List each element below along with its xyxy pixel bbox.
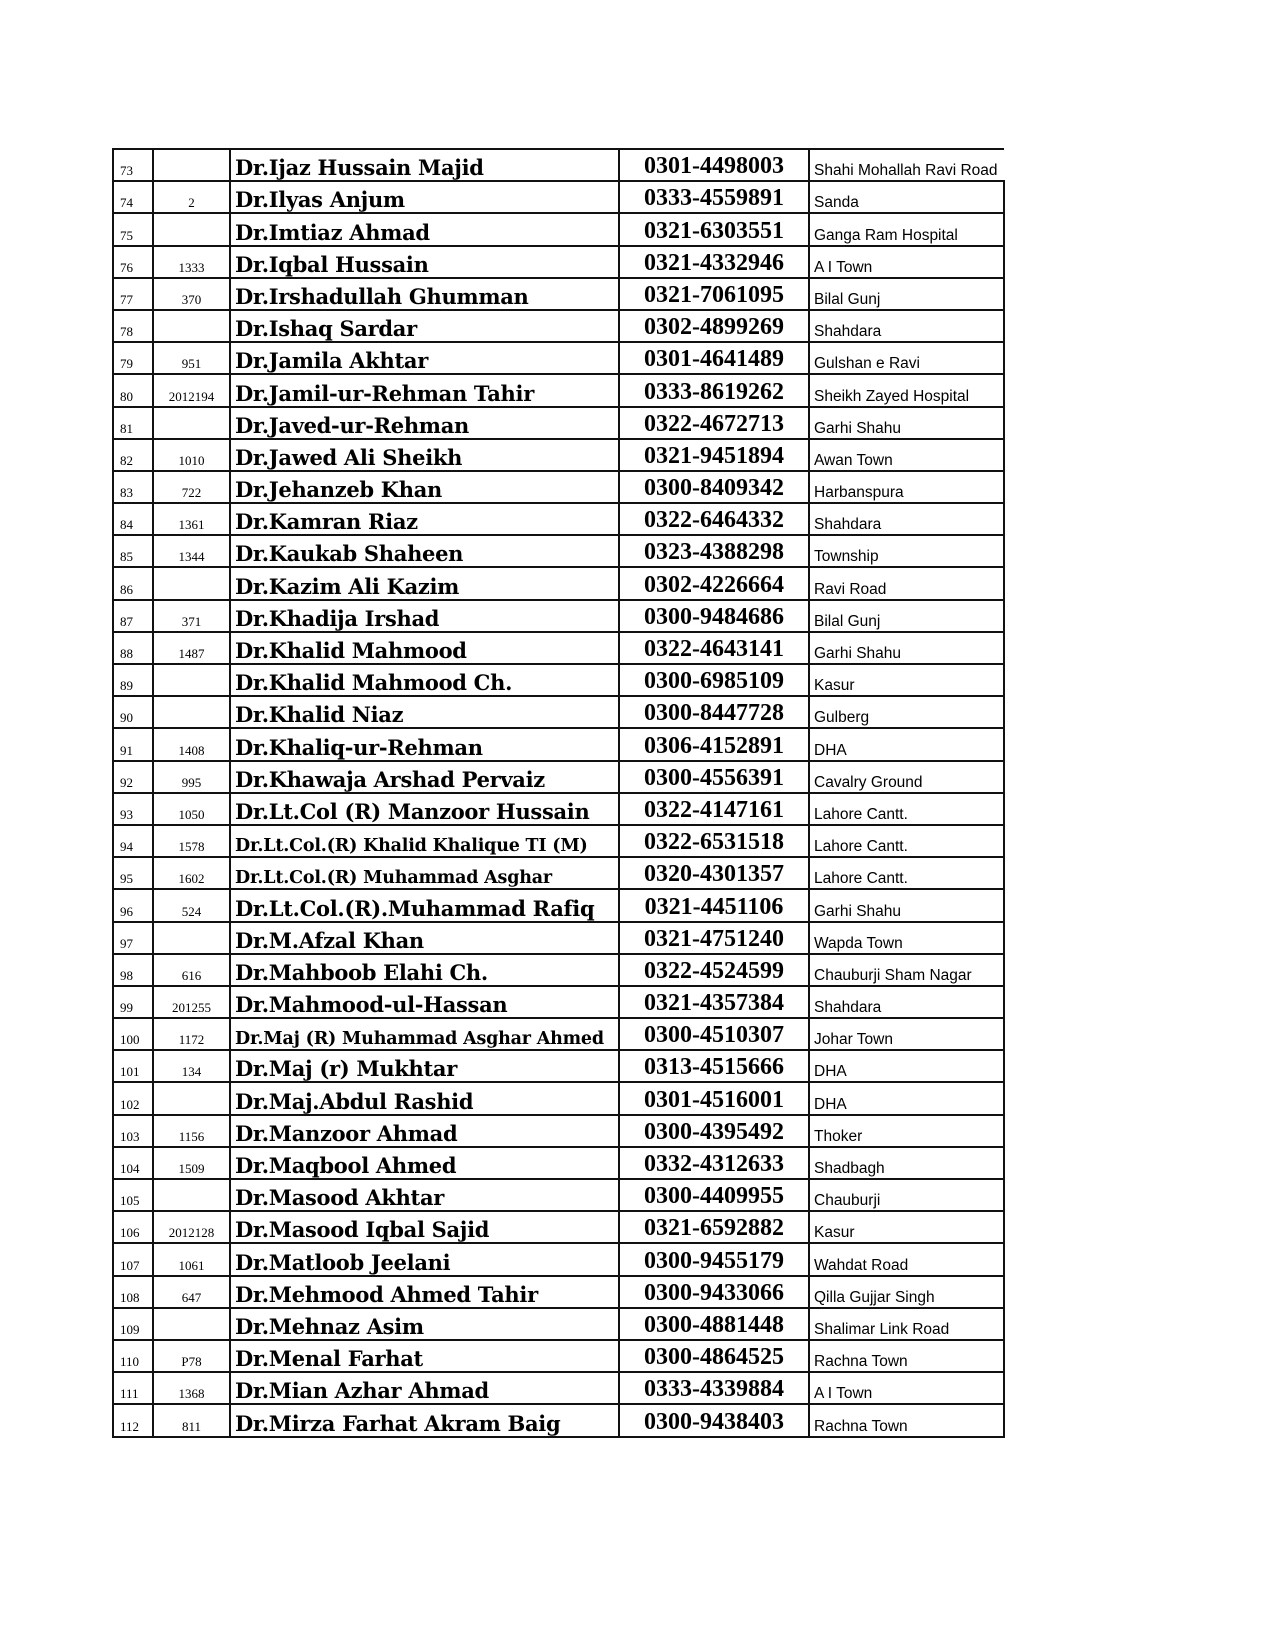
phone-number-cell: 0321-9451894 (619, 439, 809, 471)
phone-number-cell: 0321-4751240 (619, 922, 809, 954)
serial-number-cell: 79 (113, 342, 153, 374)
registration-number-cell: 1602 (153, 857, 230, 889)
table-row (113, 278, 1004, 310)
table-row (113, 1179, 1004, 1211)
doctor-name-cell: Dr.Lt.Col.(R) Khalid Khalique TI (M) (230, 825, 619, 857)
serial-number-cell: 87 (113, 600, 153, 632)
table-row (113, 246, 1004, 278)
registration-number-cell (153, 1179, 230, 1211)
area-cell: A I Town (809, 1372, 1004, 1404)
doctor-name-cell: Dr.Jawed Ali Sheikh (230, 439, 619, 471)
table-row (113, 1276, 1004, 1308)
registration-number-cell: 2012194 (153, 374, 230, 406)
registration-number-cell: 647 (153, 1276, 230, 1308)
serial-number-cell: 111 (113, 1372, 153, 1404)
doctor-name-cell: Dr.Maqbool Ahmed (230, 1147, 619, 1179)
serial-number-cell: 76 (113, 246, 153, 278)
registration-number-cell: 951 (153, 342, 230, 374)
area-cell: Sheikh Zayed Hospital (809, 374, 1004, 406)
table-row (113, 181, 1004, 213)
registration-number-cell: 995 (153, 761, 230, 793)
phone-number-cell: 0313-4515666 (619, 1050, 809, 1082)
registration-number-cell: 811 (153, 1404, 230, 1436)
serial-number-cell: 108 (113, 1276, 153, 1308)
phone-number-cell: 0300-4864525 (619, 1340, 809, 1372)
phone-number-cell: 0300-4395492 (619, 1115, 809, 1147)
registration-number-cell: 370 (153, 278, 230, 310)
table-row (113, 986, 1004, 1018)
table-row (113, 857, 1004, 889)
area-cell: Shahi Mohallah Ravi Road (809, 149, 1004, 181)
area-cell: Cavalry Ground (809, 761, 1004, 793)
doctor-name-cell: Dr.Khaliq-ur-Rehman (230, 728, 619, 760)
phone-number-cell: 0300-4881448 (619, 1308, 809, 1340)
table-row (113, 1147, 1004, 1179)
phone-number-cell: 0322-6464332 (619, 503, 809, 535)
area-cell: Lahore Cantt. (809, 857, 1004, 889)
doctor-name-cell: Dr.Mahboob Elahi Ch. (230, 954, 619, 986)
table-row (113, 954, 1004, 986)
doctor-name-cell: Dr.Kaukab Shaheen (230, 535, 619, 567)
serial-number-cell: 73 (113, 149, 153, 181)
table-row (113, 1050, 1004, 1082)
registration-number-cell: 1333 (153, 246, 230, 278)
serial-number-cell: 100 (113, 1018, 153, 1050)
phone-number-cell: 0300-9484686 (619, 600, 809, 632)
phone-number-cell: 0300-9455179 (619, 1243, 809, 1275)
phone-number-cell: 0306-4152891 (619, 728, 809, 760)
table-row (113, 503, 1004, 535)
registration-number-cell: 1344 (153, 535, 230, 567)
doctor-name-cell: Dr.Maj (R) Muhammad Asghar Ahmed (230, 1018, 619, 1050)
serial-number-cell: 105 (113, 1179, 153, 1211)
registration-number-cell: 2012128 (153, 1211, 230, 1243)
table-row (113, 535, 1004, 567)
doctor-name-cell: Dr.Manzoor Ahmad (230, 1115, 619, 1147)
phone-number-cell: 0301-4498003 (619, 149, 809, 181)
table-row (113, 342, 1004, 374)
phone-number-cell: 0322-4672713 (619, 407, 809, 439)
registration-number-cell (153, 149, 230, 181)
serial-number-cell: 99 (113, 986, 153, 1018)
serial-number-cell: 81 (113, 407, 153, 439)
area-cell: Lahore Cantt. (809, 793, 1004, 825)
table-row (113, 310, 1004, 342)
serial-number-cell: 83 (113, 471, 153, 503)
registration-number-cell: 1050 (153, 793, 230, 825)
doctor-name-cell: Dr.Lt.Col.(R).Muhammad Rafiq (230, 889, 619, 921)
area-cell: Shahdara (809, 503, 1004, 535)
area-cell: Rachna Town (809, 1404, 1004, 1436)
area-cell: Wahdat Road (809, 1243, 1004, 1275)
registration-number-cell: 2 (153, 181, 230, 213)
phone-number-cell: 0300-4409955 (619, 1179, 809, 1211)
serial-number-cell: 112 (113, 1404, 153, 1436)
registration-number-cell (153, 213, 230, 245)
area-cell: Ravi Road (809, 567, 1004, 599)
table-row (113, 825, 1004, 857)
serial-number-cell: 98 (113, 954, 153, 986)
area-cell: Garhi Shahu (809, 632, 1004, 664)
doctor-name-cell: Dr.Irshadullah Ghumman (230, 278, 619, 310)
serial-number-cell: 86 (113, 567, 153, 599)
table-body (113, 149, 1004, 1437)
area-cell: Qilla Gujjar Singh (809, 1276, 1004, 1308)
phone-number-cell: 0321-7061095 (619, 278, 809, 310)
serial-number-cell: 106 (113, 1211, 153, 1243)
table-row (113, 793, 1004, 825)
registration-number-cell (153, 567, 230, 599)
table-row (113, 471, 1004, 503)
area-cell: Johar Town (809, 1018, 1004, 1050)
table-row (113, 149, 1004, 181)
doctor-name-cell: Dr.Kamran Riaz (230, 503, 619, 535)
registration-number-cell: 722 (153, 471, 230, 503)
doctor-name-cell: Dr.Maj (r) Mukhtar (230, 1050, 619, 1082)
phone-number-cell: 0301-4641489 (619, 342, 809, 374)
serial-number-cell: 96 (113, 889, 153, 921)
phone-number-cell: 0300-9433066 (619, 1276, 809, 1308)
doctor-name-cell: Dr.Mian Azhar Ahmad (230, 1372, 619, 1404)
phone-number-cell: 0322-4147161 (619, 793, 809, 825)
phone-number-cell: 0333-4559891 (619, 181, 809, 213)
phone-number-cell: 0300-8447728 (619, 696, 809, 728)
doctor-name-cell: Dr.Javed-ur-Rehman (230, 407, 619, 439)
serial-number-cell: 101 (113, 1050, 153, 1082)
doctor-name-cell: Dr.Iqbal Hussain (230, 246, 619, 278)
registration-number-cell (153, 664, 230, 696)
phone-number-cell: 0332-4312633 (619, 1147, 809, 1179)
registration-number-cell: 1172 (153, 1018, 230, 1050)
area-cell: Shadbagh (809, 1147, 1004, 1179)
serial-number-cell: 84 (113, 503, 153, 535)
registration-number-cell (153, 310, 230, 342)
registration-number-cell: 201255 (153, 986, 230, 1018)
phone-number-cell: 0321-6592882 (619, 1211, 809, 1243)
table-row (113, 632, 1004, 664)
doctor-name-cell: Dr.Khalid Niaz (230, 696, 619, 728)
serial-number-cell: 97 (113, 922, 153, 954)
table-row (113, 407, 1004, 439)
registration-number-cell: 1509 (153, 1147, 230, 1179)
doctor-name-cell: Dr.M.Afzal Khan (230, 922, 619, 954)
registration-number-cell: P78 (153, 1340, 230, 1372)
phone-number-cell: 0302-4226664 (619, 567, 809, 599)
doctor-name-cell: Dr.Mehmood Ahmed Tahir (230, 1276, 619, 1308)
serial-number-cell: 104 (113, 1147, 153, 1179)
table-row (113, 439, 1004, 471)
serial-number-cell: 92 (113, 761, 153, 793)
doctor-name-cell: Dr.Ishaq Sardar (230, 310, 619, 342)
registration-number-cell (153, 1082, 230, 1114)
registration-number-cell (153, 696, 230, 728)
phone-number-cell: 0322-6531518 (619, 825, 809, 857)
doctor-name-cell: Dr.Jamila Akhtar (230, 342, 619, 374)
table-row (113, 1340, 1004, 1372)
registration-number-cell: 1368 (153, 1372, 230, 1404)
phone-number-cell: 0321-4451106 (619, 889, 809, 921)
phone-number-cell: 0302-4899269 (619, 310, 809, 342)
area-cell: Township (809, 535, 1004, 567)
doctor-name-cell: Dr.Jehanzeb Khan (230, 471, 619, 503)
phone-number-cell: 0321-4332946 (619, 246, 809, 278)
area-cell: Bilal Gunj (809, 600, 1004, 632)
doctor-name-cell: Dr.Masood Iqbal Sajid (230, 1211, 619, 1243)
phone-number-cell: 0300-8409342 (619, 471, 809, 503)
serial-number-cell: 94 (113, 825, 153, 857)
area-cell: Rachna Town (809, 1340, 1004, 1372)
table-row (113, 1082, 1004, 1114)
registration-number-cell: 1361 (153, 503, 230, 535)
table-row (113, 696, 1004, 728)
doctor-name-cell: Dr.Mehnaz Asim (230, 1308, 619, 1340)
area-cell: Awan Town (809, 439, 1004, 471)
serial-number-cell: 85 (113, 535, 153, 567)
registration-number-cell: 1487 (153, 632, 230, 664)
area-cell: Harbanspura (809, 471, 1004, 503)
serial-number-cell: 82 (113, 439, 153, 471)
serial-number-cell: 77 (113, 278, 153, 310)
doctor-name-cell: Dr.Ijaz Hussain Majid (230, 149, 619, 181)
phone-number-cell: 0323-4388298 (619, 535, 809, 567)
phone-number-cell: 0321-6303551 (619, 213, 809, 245)
registration-number-cell (153, 407, 230, 439)
doctor-name-cell: Dr.Khalid Mahmood Ch. (230, 664, 619, 696)
serial-number-cell: 91 (113, 728, 153, 760)
registration-number-cell: 616 (153, 954, 230, 986)
doctor-name-cell: Dr.Maj.Abdul Rashid (230, 1082, 619, 1114)
phone-number-cell: 0322-4643141 (619, 632, 809, 664)
doctor-name-cell: Dr.Mahmood-ul-Hassan (230, 986, 619, 1018)
registration-number-cell: 371 (153, 600, 230, 632)
area-cell: Shahdara (809, 986, 1004, 1018)
area-cell: Kasur (809, 1211, 1004, 1243)
area-cell: DHA (809, 728, 1004, 760)
serial-number-cell: 102 (113, 1082, 153, 1114)
phone-number-cell: 0300-4556391 (619, 761, 809, 793)
table-row (113, 728, 1004, 760)
registration-number-cell: 1578 (153, 825, 230, 857)
area-cell: Kasur (809, 664, 1004, 696)
serial-number-cell: 95 (113, 857, 153, 889)
registration-number-cell: 134 (153, 1050, 230, 1082)
area-cell: Bilal Gunj (809, 278, 1004, 310)
area-cell: A I Town (809, 246, 1004, 278)
area-cell: Wapda Town (809, 922, 1004, 954)
phone-number-cell: 0300-9438403 (619, 1404, 809, 1436)
serial-number-cell: 93 (113, 793, 153, 825)
area-cell: Sanda (809, 181, 1004, 213)
doctor-directory-table (112, 148, 1005, 1438)
doctor-name-cell: Dr.Lt.Col.(R) Muhammad Asghar (230, 857, 619, 889)
area-cell: Shalimar Link Road (809, 1308, 1004, 1340)
doctor-name-cell: Dr.Mirza Farhat Akram Baig (230, 1404, 619, 1436)
area-cell: Garhi Shahu (809, 407, 1004, 439)
table-row (113, 1211, 1004, 1243)
serial-number-cell: 89 (113, 664, 153, 696)
serial-number-cell: 103 (113, 1115, 153, 1147)
registration-number-cell: 1010 (153, 439, 230, 471)
table-row (113, 889, 1004, 921)
doctor-name-cell: Dr.Matloob Jeelani (230, 1243, 619, 1275)
table-row (113, 567, 1004, 599)
area-cell: Gulberg (809, 696, 1004, 728)
table-row (113, 1404, 1004, 1436)
area-cell: Gulshan e Ravi (809, 342, 1004, 374)
doctor-name-cell: Dr.Khalid Mahmood (230, 632, 619, 664)
serial-number-cell: 78 (113, 310, 153, 342)
area-cell: Ganga Ram Hospital (809, 213, 1004, 245)
phone-number-cell: 0320-4301357 (619, 857, 809, 889)
area-cell: Shahdara (809, 310, 1004, 342)
table-row (113, 664, 1004, 696)
table-row (113, 374, 1004, 406)
registration-number-cell (153, 922, 230, 954)
area-cell: DHA (809, 1050, 1004, 1082)
area-cell: Chauburji Sham Nagar (809, 954, 1004, 986)
doctor-name-cell: Dr.Jamil-ur-Rehman Tahir (230, 374, 619, 406)
area-cell: DHA (809, 1082, 1004, 1114)
table-row (113, 1018, 1004, 1050)
area-cell: Lahore Cantt. (809, 825, 1004, 857)
doctor-name-cell: Dr.Kazim Ali Kazim (230, 567, 619, 599)
doctor-name-cell: Dr.Khadija Irshad (230, 600, 619, 632)
doctor-name-cell: Dr.Ilyas Anjum (230, 181, 619, 213)
table-row (113, 213, 1004, 245)
serial-number-cell: 109 (113, 1308, 153, 1340)
table-row (113, 1115, 1004, 1147)
phone-number-cell: 0300-6985109 (619, 664, 809, 696)
doctor-name-cell: Dr.Masood Akhtar (230, 1179, 619, 1211)
registration-number-cell: 524 (153, 889, 230, 921)
doctor-name-cell: Dr.Imtiaz Ahmad (230, 213, 619, 245)
doctor-name-cell: Dr.Khawaja Arshad Pervaiz (230, 761, 619, 793)
phone-number-cell: 0333-4339884 (619, 1372, 809, 1404)
table-row (113, 922, 1004, 954)
area-cell: Garhi Shahu (809, 889, 1004, 921)
serial-number-cell: 90 (113, 696, 153, 728)
serial-number-cell: 74 (113, 181, 153, 213)
phone-number-cell: 0300-4510307 (619, 1018, 809, 1050)
table-row (113, 761, 1004, 793)
serial-number-cell: 110 (113, 1340, 153, 1372)
phone-number-cell: 0321-4357384 (619, 986, 809, 1018)
area-cell: Chauburji (809, 1179, 1004, 1211)
registration-number-cell: 1156 (153, 1115, 230, 1147)
table-row (113, 1243, 1004, 1275)
area-cell: Thoker (809, 1115, 1004, 1147)
phone-number-cell: 0301-4516001 (619, 1082, 809, 1114)
serial-number-cell: 80 (113, 374, 153, 406)
serial-number-cell: 88 (113, 632, 153, 664)
doctor-name-cell: Dr.Lt.Col (R) Manzoor Hussain (230, 793, 619, 825)
table-row (113, 600, 1004, 632)
registration-number-cell (153, 1308, 230, 1340)
registration-number-cell: 1408 (153, 728, 230, 760)
serial-number-cell: 107 (113, 1243, 153, 1275)
table-row (113, 1372, 1004, 1404)
phone-number-cell: 0333-8619262 (619, 374, 809, 406)
serial-number-cell: 75 (113, 213, 153, 245)
table-row (113, 1308, 1004, 1340)
doctor-name-cell: Dr.Menal Farhat (230, 1340, 619, 1372)
registration-number-cell: 1061 (153, 1243, 230, 1275)
phone-number-cell: 0322-4524599 (619, 954, 809, 986)
